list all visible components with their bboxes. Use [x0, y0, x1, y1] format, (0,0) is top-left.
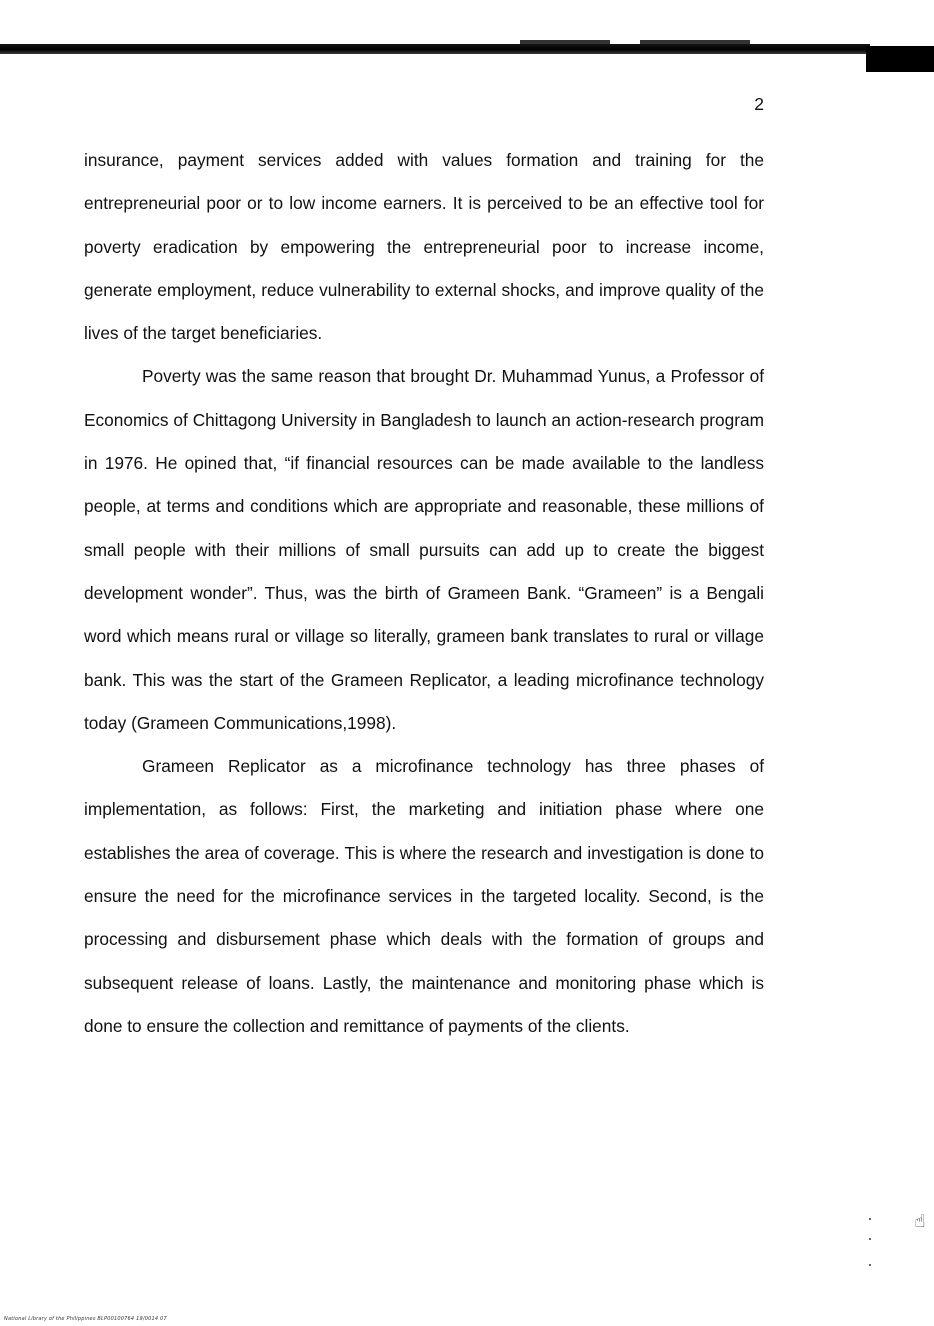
scan-border-top [0, 44, 870, 54]
scan-dot [869, 1238, 871, 1240]
scan-speckle [640, 40, 750, 44]
paragraph-3: Grameen Replicator as a microfinance technology has three phases of implementation, as follows: First, the marketing and initiation phase where one establishes the area of coverage. This is where the research and investigation is done to ensure the need for the microfinance services in the targeted locality. Second, is the processing and disbursement phase which deals with the formation of groups and subsequent release of loans. Lastly, the maintenance and monitoring phase which is done to ensure the collection and remittance of payments of the clients. [84, 756, 764, 1036]
library-watermark: National Library of the Philippines BLP00100764 19/0014 07 [4, 1316, 167, 1322]
scan-speckle [520, 40, 610, 44]
scan-dot [869, 1218, 871, 1220]
scan-border-corner [866, 46, 934, 72]
document-body [84, 139, 764, 1048]
paragraph-2: Poverty was the same reason that brought Dr. Muhammad Yunus, a Professor of Economics of Chittagong University in Bangladesh to launch an action-research program in 1976. He opined that, “if financial resources can be made available to the landless people, at terms and conditions which are appropriate and reasonable, these millions of small people with their millions of small pursuits can add up to create the biggest development wonder”. Thus, was the birth of Grameen Bank. “Grameen” is a Bengali word which means rural or village so literally, grameen bank translates to rural or village bank. This was the start of the Grameen Replicator, a leading microfinance technology today (Grameen Communications,1998). [84, 366, 764, 733]
page-number: 2 [754, 94, 764, 114]
scan-dot [869, 1264, 871, 1266]
paragraph-1: insurance, payment services added with values formation and training for the entrepreneurial poor or to low income earners. It is perceived to be an effective tool for poverty eradication by empowering the entrepreneurial poor to increase income, generate employment, reduce vulnerability to external shocks, and improve quality of the lives of the target beneficiaries. [84, 150, 764, 344]
hand-pointer-icon: ☝ [914, 1211, 926, 1231]
